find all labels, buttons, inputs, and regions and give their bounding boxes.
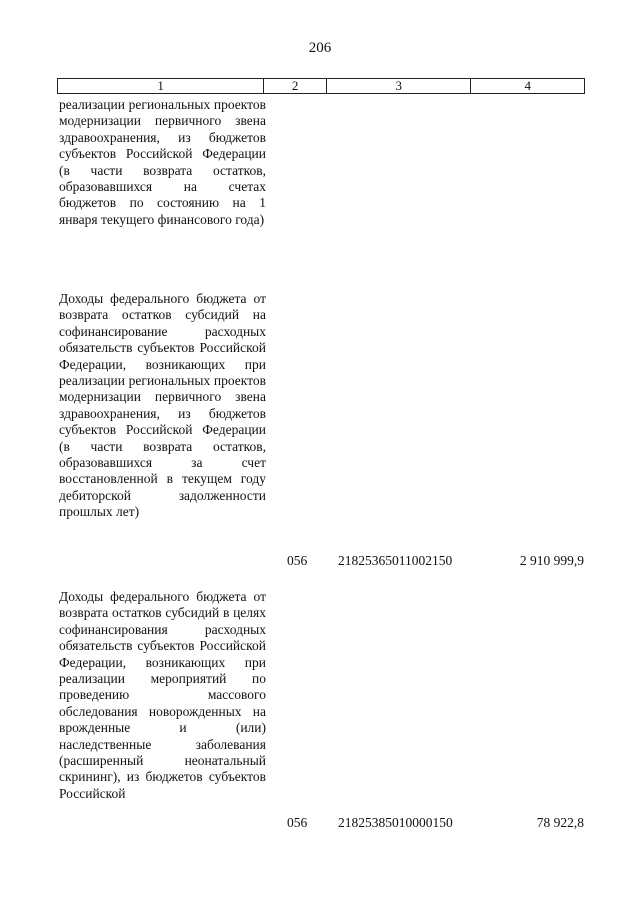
row-2-admin-code: 056 bbox=[287, 815, 308, 830]
row-1-amount: 2 910 999,9 bbox=[519, 553, 584, 568]
row-1-admin-code: 056 bbox=[287, 553, 308, 568]
row-2-kbk: 21825385010000150 bbox=[338, 815, 453, 830]
page-number: 206 bbox=[308, 40, 332, 56]
table-header bbox=[57, 78, 585, 94]
row-1-kbk: 21825365011002150 bbox=[338, 553, 453, 568]
row-2-amount: 78 922,8 bbox=[536, 815, 584, 830]
header-col-2: 2 bbox=[264, 79, 327, 93]
header-col-1: 1 bbox=[58, 79, 264, 93]
row-2-description: Доходы федерального бюджета от возврата остатков субсидий в целях софинансирования расходных обязательств субъектов Российской Федерации, возникающих при реализации мероприятий по проведению массового обследования новорожденных на врожденные и (или) наследственные заболевания (расширенный неонатальный скрининг), из бюджетов субъектов Российской bbox=[59, 589, 266, 801]
header-col-4: 4 bbox=[524, 78, 531, 93]
header-col-3: 3 bbox=[327, 79, 471, 93]
row-0-description: реализации региональных проектов модернизации первичного звена здравоохранения, из бюджетов субъектов Российской Федерации (в части возврата остатков, образовавшихся на счетах бюджетов по состоянию на 1 января текущего финансового года) bbox=[59, 97, 266, 227]
row-1-description: Доходы федерального бюджета от возврата остатков субсидий на софинансирование расходных обязательств субъектов Российской Федерации, возникающих при реализации региональных проектов модернизации первичного звена здравоохранения, из бюджетов субъектов Российской Федерации (в части возврата остатков, образовавшихся за счет восстановленной в текущем году дебиторской задолженности прошлых лет) bbox=[59, 291, 266, 520]
